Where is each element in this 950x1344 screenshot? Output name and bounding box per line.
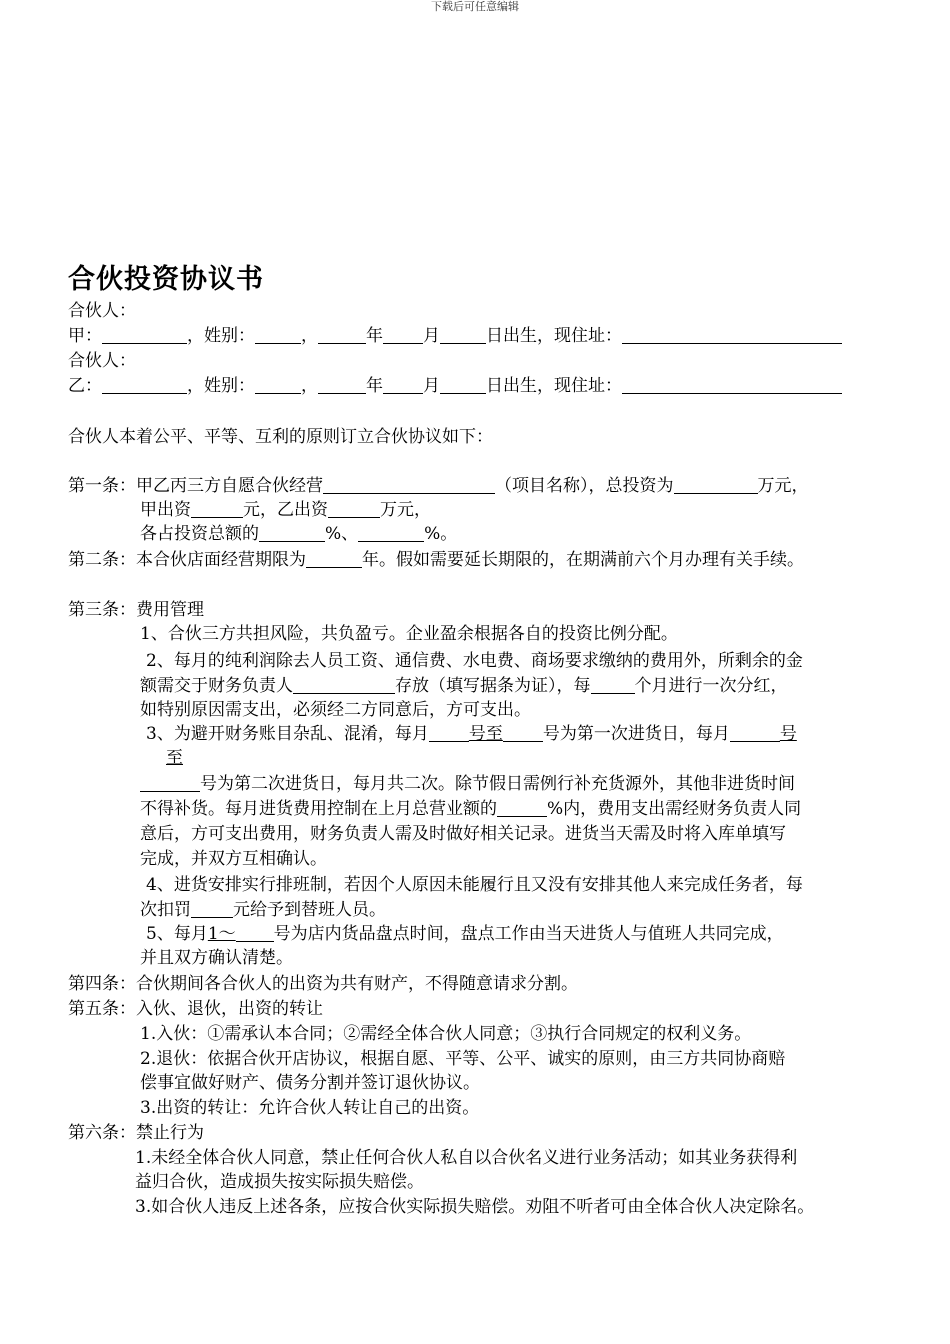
name-field[interactable] xyxy=(102,377,187,394)
b-capital-field[interactable] xyxy=(328,501,380,518)
partner-label-2: 合伙人： xyxy=(68,351,136,371)
article-3-item-2-line-3: 如特别原因需支出，必须经二方同意后，方可支出。 xyxy=(140,700,531,720)
article-5-item-1: 1.入伙：①需承认本合同；②需经全体合伙人同意；③执行合同规定的权利义务。 xyxy=(140,1024,752,1044)
day-field[interactable] xyxy=(730,725,780,742)
article-5-item-2-line-2: 偿事宜做好财产、债务分割并签订退伙协议。 xyxy=(140,1073,480,1093)
article-1-line-2: 甲出资 元，乙出资 万元， xyxy=(140,500,431,520)
dividend-interval-field[interactable] xyxy=(591,677,635,694)
gender-field[interactable] xyxy=(255,327,301,344)
penalty-field[interactable] xyxy=(191,901,233,918)
gender-field[interactable] xyxy=(255,377,301,394)
inventory-day-field[interactable] xyxy=(236,925,274,942)
day-field[interactable] xyxy=(503,725,543,742)
article-2: 第二条：本合伙店面经营期限为 年。假如需要延长期限的，在期满前六个月办理有关手续。 xyxy=(68,550,804,570)
birth-year-field[interactable] xyxy=(318,327,366,344)
article-3-item-5-line-1: 5、每月1～ 号为店内货品盘点时间，盘点工作由当天进货人与值班人共同完成， xyxy=(146,924,784,944)
article-5-item-3: 3.出资的转让：允许合伙人转让自己的出资。 xyxy=(140,1098,480,1118)
page-title: 合伙投资协议书 xyxy=(68,264,264,295)
article-3-item-4-line-1: 4、进货安排实行排班制，若因个人原因未能履行且又没有安排其他人来完成任务者，每 xyxy=(146,875,803,895)
address-field[interactable] xyxy=(622,377,842,394)
article-3-item-3-line-4: 意后，方可支出费用，财务负责人需及时做好相关记录。进货当天需及时将入库单填写 xyxy=(140,824,786,844)
article-5-item-2-line-1: 2.退伙：依据合伙开店协议，根据自愿、平等、公平、诚实的原则，由三方共同协商赔 xyxy=(140,1049,786,1069)
article-6-item-1-line-2: 益归合伙，造成损失按实际损失赔偿。 xyxy=(135,1172,424,1192)
birth-month-field[interactable] xyxy=(383,327,423,344)
a-capital-field[interactable] xyxy=(191,501,243,518)
article-3-item-3-line-5: 完成，并双方互相确认。 xyxy=(140,849,327,869)
term-years-field[interactable] xyxy=(306,551,362,568)
article-3-item-5-line-2: 并且双方确认清楚。 xyxy=(140,948,293,968)
birth-month-field[interactable] xyxy=(383,377,423,394)
article-3-item-4-line-2: 次扣罚 元给予到替班人员。 xyxy=(140,900,386,920)
article-5-heading: 第五条：入伙、退伙，出资的转让 xyxy=(68,999,323,1019)
birth-year-field[interactable] xyxy=(318,377,366,394)
name-field[interactable] xyxy=(102,327,187,344)
project-name-field[interactable] xyxy=(323,477,495,494)
article-3-item-3-line-2: 号为第二次进货日，每月共二次。除节假日需例行补充货源外，其他非进货时间 xyxy=(140,772,795,796)
article-3-item-3-line-1: 3、为避开财务账目杂乱、混淆，每月 号至 号为第一次进货日，每月 号 xyxy=(146,724,797,744)
article-1-line-1: 第一条：甲乙丙三方自愿合伙经营 （项目名称），总投资为 万元， xyxy=(68,476,809,496)
birth-day-field[interactable] xyxy=(440,327,486,344)
article-3-item-1: 1、合伙三方共担风险，共负盈亏。企业盈余根据各自的投资比例分配。 xyxy=(140,624,678,644)
partner-a-line: 甲： ，姓别： ， 年 月 日出生，现住址： xyxy=(68,324,842,348)
b-share-field[interactable] xyxy=(358,525,424,542)
article-1-line-3: 各占投资总额的 %、 %。 xyxy=(140,524,458,544)
article-3-heading: 第三条：费用管理 xyxy=(68,600,204,620)
article-6-item-1-line-1: 1.未经全体合伙人同意，禁止任何合伙人私自以合伙名义进行业务活动；如其业务获得利 xyxy=(135,1148,798,1168)
partner-label-1: 合伙人： xyxy=(68,301,136,321)
day-field[interactable] xyxy=(140,775,200,792)
a-share-field[interactable] xyxy=(259,525,325,542)
total-investment-field[interactable] xyxy=(674,477,758,494)
article-3-item-3-line-3: 不得补货。每月进货费用控制在上月总营业额的 %内，费用支出需经财务负责人同 xyxy=(140,799,802,819)
finance-manager-field[interactable] xyxy=(293,677,395,694)
article-6-heading: 第六条：禁止行为 xyxy=(68,1123,204,1143)
article-4: 第四条：合伙期间各合伙人的出资为共有财产，不得随意请求分割。 xyxy=(68,974,578,994)
intro-text: 合伙人本着公平、平等、互利的原则订立合伙协议如下： xyxy=(68,427,493,447)
partner-b-line: 乙： ，姓别： ， 年 月 日出生，现住址： xyxy=(68,374,842,398)
article-3-item-2-line-2: 额需交于财务负责人 存放（填写据条为证），每 个月进行一次分红， xyxy=(140,676,788,696)
day-field[interactable] xyxy=(429,725,469,742)
header-note: 下载后可任意编辑 xyxy=(431,0,519,13)
birth-day-field[interactable] xyxy=(440,377,486,394)
address-field[interactable] xyxy=(622,327,842,344)
article-3-item-2-line-1: 2、每月的纯利润除去人员工资、通信费、水电费、商场要求缴纳的费用外，所剩余的金 xyxy=(146,651,803,671)
article-3-item-3-to: 至 xyxy=(166,748,183,768)
purchase-percent-field[interactable] xyxy=(497,800,547,817)
article-6-item-3: 3.如合伙人违反上述各条，应按合伙实际损失赔偿。劝阻不听者可由全体合伙人决定除名。 xyxy=(135,1197,815,1217)
